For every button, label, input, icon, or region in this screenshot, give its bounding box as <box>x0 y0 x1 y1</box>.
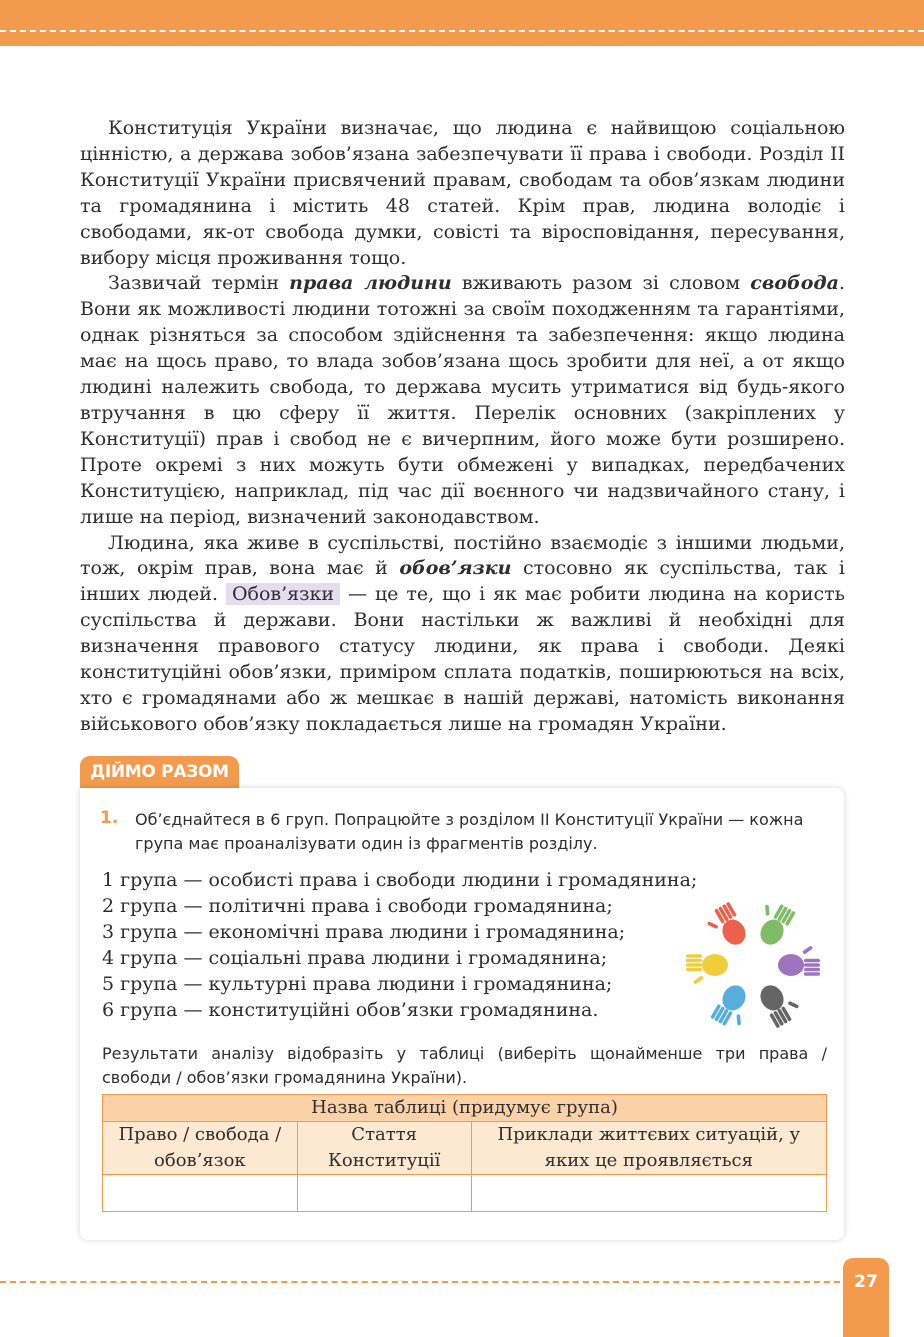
list-item: 2 група — політичні права і свободи громадянина; <box>102 894 613 917</box>
list-item: 6 група — конституційні обов’язки громадянина. <box>102 998 599 1021</box>
hand-print <box>756 977 804 1029</box>
hand-print <box>778 945 820 976</box>
list-item: 3 група — економічні права людини і громадянина; <box>102 920 626 943</box>
table-header-article: Стаття Конституції <box>297 1122 471 1175</box>
term-freedom: свобода <box>750 272 839 295</box>
hand-print <box>748 900 796 949</box>
paragraph-1: Конституція України визначає, що людина є найвищою соціальною цінністю, а держава зобов’язана забезпечувати її права і свободи. Розділ II Конституції України присвячений правам, свободам та обов’язкам людини та громадянина і містить 48 статей. Крім прав, людина володіє і свободами, як-от свобода думки, совісті та віросповідання, пересування, вибору місця проживання тощо. <box>80 117 845 269</box>
hand-print <box>686 954 728 985</box>
hand-print <box>710 981 758 1030</box>
bottom-dashed-line <box>0 1281 840 1283</box>
list-item: 4 група — соціальні права людини і громадянина; <box>102 946 608 969</box>
activity-tag: ДІЙМО РАЗОМ <box>80 756 239 788</box>
paragraph-2: Зазвичай термін права людини вживають разом зі словом свобода. Вони як можливості людини тотожні за своїм походженням та гарантіями, однак різняться за способом здійснення та забезпечення: якщо людина має на щось право, то влада зобов’язана щось зробити для неї, а от якщо людині належить свобода, то держава мусить утриматися від будь-якого втручання в цю сферу її життя. Перелік основних (закріплених у Конституції) прав і свобод не є вичерпним, його може бути розширено. Проте окремі з них можуть бути обмежені у випадках, передбачених Конституцією, наприклад, під час дії воєнного чи надзвичайного стану, і лише на період, визначений законодавством. <box>80 272 845 528</box>
main-text <box>80 116 845 738</box>
groups-list <box>102 868 697 1023</box>
top-dashed-line <box>0 30 924 32</box>
list-item: 1 група — особисті права і свободи людини і громадянина; <box>102 869 698 891</box>
task-number: 1. <box>100 808 119 828</box>
hand-print <box>702 901 750 953</box>
colorful-hands-circle-icon <box>678 900 828 1030</box>
analysis-table <box>102 1094 827 1212</box>
result-instruction: Результати аналізу відобразіть у таблиці (виберіть щонайменше три права / свободи / обов’язки громадянина України). <box>102 1044 827 1087</box>
table-header-examples: Приклади життєвих ситуацій, у яких це проявляється <box>471 1122 826 1175</box>
paragraph-3: Людина, яка живе в суспільстві, постійно взаємодіє з іншими людьми, тож, окрім прав, вона має й обов’язки стосовно як суспільства, так і інших людей. Обов’язки — це те, що і як має робити людина на користь суспільства й держави. Вони настільки ж важливі й необхідні для визначення правового статусу людини, як права і свободи. Деякі конституційні обов’язки, приміром сплата податків, поширюються на всіх, хто є громадянами або ж мешкає в нашій державі, натомість виконання військового обов’язку покладається лише на громадян України. <box>80 531 846 735</box>
table-cell-empty[interactable] <box>103 1175 298 1212</box>
page-number: 27 <box>843 1258 889 1337</box>
task-text: Об’єднайтеся в 6 груп. Попрацюйте з розділом II Конституції України — кожна група має проаналізувати один із фрагментів розділу. <box>135 810 804 853</box>
table-cell-empty[interactable] <box>297 1175 471 1212</box>
table-caption: Назва таблиці (придумує група) <box>103 1095 827 1122</box>
list-item: 5 група — культурні права людини і громадянина; <box>102 972 613 995</box>
table-header-right: Право / свобода / обов’язок <box>103 1122 298 1175</box>
highlighted-term-duties: Обов’язки <box>226 583 340 605</box>
term-human-rights: права людини <box>289 272 452 295</box>
term-duties: обов’язки <box>399 557 512 580</box>
table-cell-empty[interactable] <box>471 1175 826 1212</box>
top-banner <box>0 0 924 46</box>
activity-box <box>80 788 844 1240</box>
